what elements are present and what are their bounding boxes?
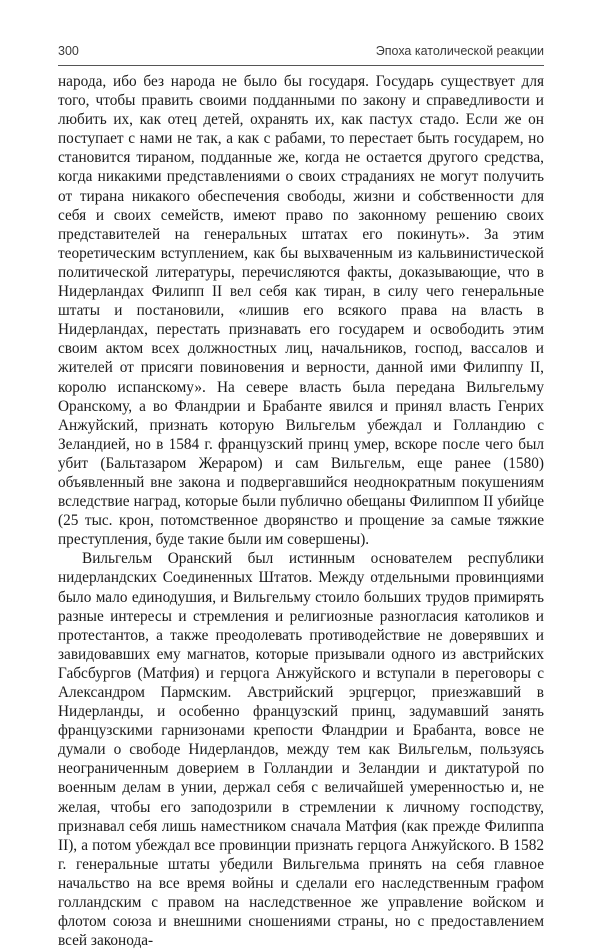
page-header	[58, 44, 544, 66]
paragraph: народа, ибо без народа не было бы государя. Государь существует для того, чтобы править своими подданными по закону и справедливости и любить их, как отец детей, охранять их, как пастух стадо. Если же он поступает с нами не так, а как с рабами, то перестает быть государем, но становится тираном, подданные же, когда не остается другого средства, когда никакими представлениями о своих страданиях не могут получить от тирана никакого обеспечения свободы, жизни и собственности для себя и своих семейств, имеют право по законному решению своих представителей на генеральных штатах его покинуть». За этим теоретическим вступлением, как бы выхваченным из кальвинистической политической литературы, перечисляются факты, доказывающие, что в Нидерландах Филипп II вел себя как тиран, в силу чего генеральные штаты и постановили, «лишив его всякого права на власть в Нидерландах, перестать признавать его государем и освободить этим своим актом всех должностных лиц, начальников, господ, вассалов и жителей от присяги повиновения и верности, данной ими Филиппу II, королю испанскому». На севере власть была передана Вильгельму Оранскому, а во Фландрии и Брабанте явился и принял власть Генрих Анжуйский, признать которую Вильгельм убеждал и Голландию с Зеландией, но в 1584 г. французский принц умер, вскоре после чего был убит (Бальтазаром Жераром) и сам Вильгельм, еще ранее (1580) объявленный вне закона и подвергавшийся неоднократным покушениям вследствие наград, которые были публично обещаны Филиппом II убийце (25 тыс. крон, потомственное дворянство и прощение за самые тяжкие преступления, буде такие были им совершены).	[58, 73, 544, 549]
running-title: Эпоха католической реакции	[375, 44, 544, 58]
page-number: 300	[58, 44, 79, 58]
header-rule	[58, 65, 544, 66]
paragraph: Вильгельм Оранский был истинным основателем республики нидерландских Соединенных Штатов. Между отдельными провинциями было мало единодушия, и Вильгельму стоило больших трудов примирять разные интересы и стремления и религиозные разногласия католиков и протестантов, а также преодолевать противодействие не доверявших и завидовавших ему магнатов, которые призывали одного из австрийских Габсбургов (Матфия) и герцога Анжуйского и вступали в переговоры с Александром Пармским. Австрийский эрцгерцог, приезжавший в Нидерланды, и особенно французский принц, задумавший занять французскими гарнизонами крепости Фландрии и Брабанта, вовсе не думали о свободе Нидерландов, между тем как Вильгельм, пользуясь неограниченным доверием в Голландии и Зеландии и диктатурой по военным делам в унии, держал себя с величайшей умеренностью и, не желая, чтобы его заподозрили в стремлении к личному господству, признавал себя лишь наместником сначала Матфия (как прежде Филиппа II), а потом убеждал все провинции признать герцога Анжуйского. В 1582 г. генеральные штаты убедили Вильгельма принять на себя главное начальство на все время войны и сделали его наследственным графом голландским с правом на наследственное же управление войском и флотом союза и внешними сношениями страны, но с предоставлением всей законода-	[58, 550, 544, 950]
body-text	[58, 72, 544, 950]
